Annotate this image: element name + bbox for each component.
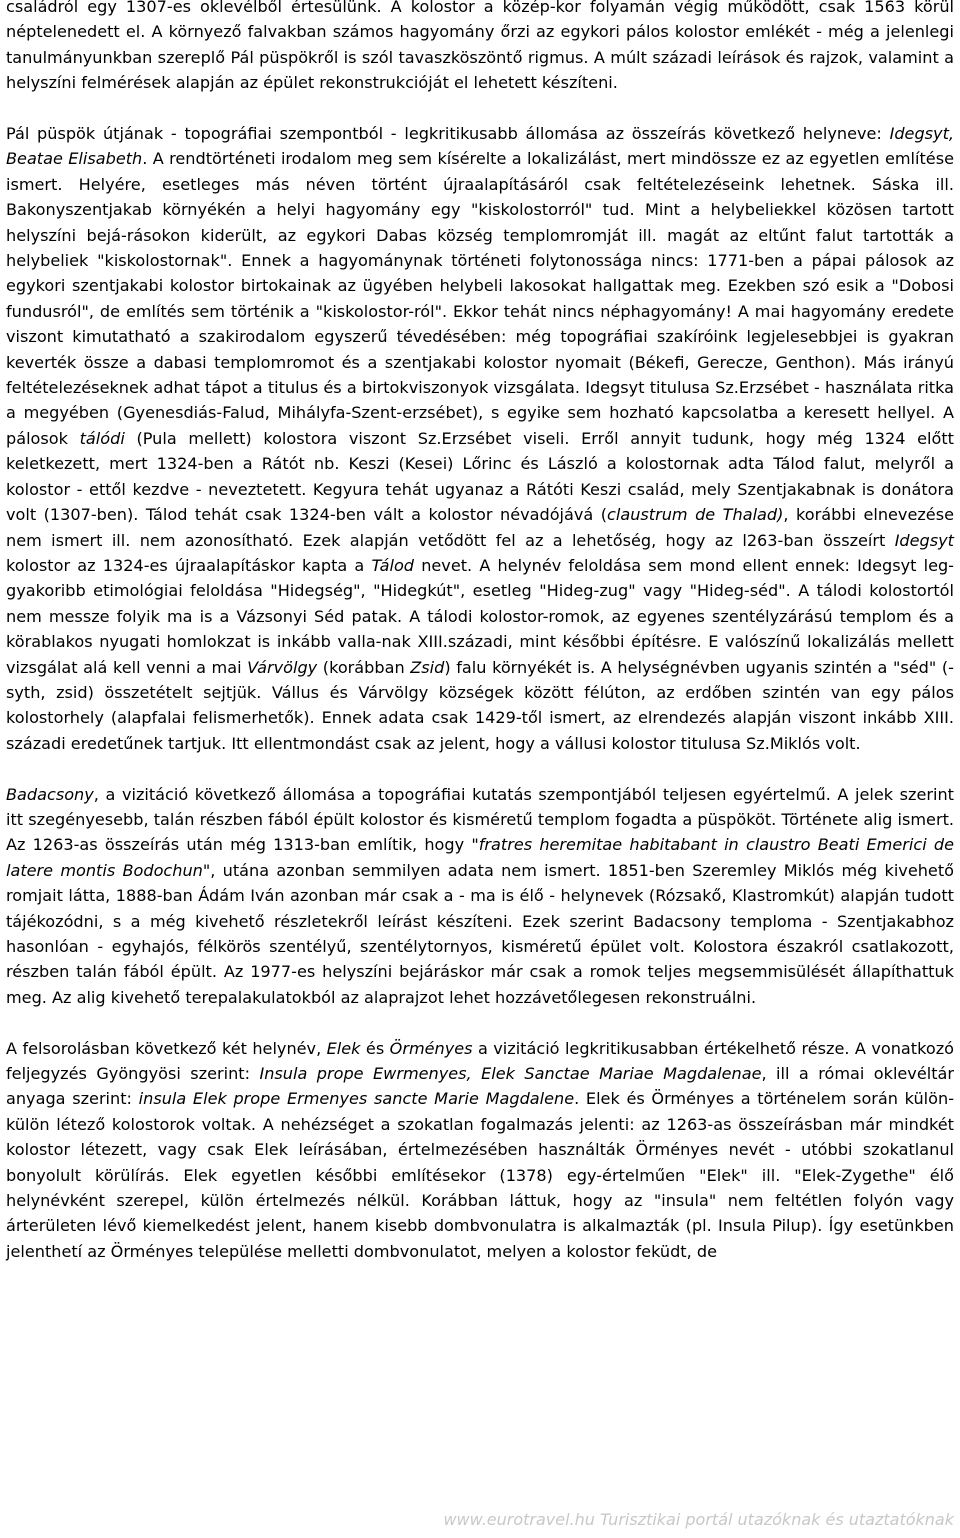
text-run: , ill a római oklevéltár anyaga szerint: <box>6 1064 954 1109</box>
text-run: és <box>360 1038 390 1058</box>
italic-text-run: Tálod <box>371 555 415 575</box>
text-run: . Elek és Örményes a történelem során külön-külön létező kolostorok voltak. A nehézséget a szokatlan fogalmazás jelenti: az 1263-as összeírásban már mindkét kolostor létezett, vagy csak Elek leírásában, értelmezésében használták Örményes nevét - utóbbi szokatlanul bonyolult körülírás. Elek egyetlen későbbi említésekor (1378) egy-értelműen "Elek" ill. "Elek-Zygethe" élő helynévként szerepel, külön értelmezés nélkül. Korábban láttuk, hogy az "insula" nem feltétlen folyón vagy árterületen lévő kiemelkedést jelent, hanem kisebb dombvonulatra is alkalmazták (pl. Insula Pilup). Így esetünkben jelenthetí az Örményes települése melletti dombvonulatot, melyen a kolostor feküdt, de <box>6 1089 954 1261</box>
text-run: (Pula mellett) kolostora viszont Sz.Erzsébet viseli. Erről annyit tudunk, hogy még 1324 előtt keletkezett, mert 1324-ben a Rátót nb. Keszi (Kesei) Lőrinc és László a kolostornak adta Tálod falut, melyről a kolostor - ettől kezdve - neveztetett. Kegyura tehát ugyanaz a Rátóti Keszi család, mely Szentjakabnak is donátora volt (1307-ben). Tálod tehát csak 1324-ben vált a kolostor névadójává ( <box>6 428 954 525</box>
italic-text-run: Idegsyt, Beatae Elisabeth <box>6 124 954 169</box>
italic-text-run: "fratres heremitae habitabant in claustro Beati Emerici de latere montis Bodochun" <box>6 835 954 880</box>
text-run: , a vizitáció következő állomása a topográfiai kutatás szempontjából teljesen egyértelmű. A jelek szerint itt szegényesebb, talán részben fából épült kolostor és kisméretű templom fogadta a püspököt. Története alig ismert. Az 1263-as összeírás után még 1313-ban említik, hogy <box>6 784 954 855</box>
italic-text-run: Insula prope Ewrmenyes, Elek Sanctae Mariae Magdalenae <box>259 1064 762 1084</box>
italic-text-run: Elek <box>326 1038 361 1058</box>
text-run: Pál püspök útjának - topográfiai szempontból - legkritikusabb állomása az összeírás következő helyneve: <box>6 124 890 144</box>
text-run: , korábbi elnevezése nem ismert ill. nem azonosítható. Ezek alapján vetődött fel az a lehetőség, hogy az l263-ban összeírt <box>6 505 954 550</box>
italic-text-run: Badacsony <box>6 784 94 804</box>
paragraph-4 <box>6 1036 954 1265</box>
text-run: , utána azonban semmilyen adata nem ismert. 1851-ben Szeremley Miklós még kivehető romjait látta, 1888-ban Ádám Iván azonban már csak a - ma is élő - helynevek (Rózsakő, Klastromkút) alapján tudott tájékozódni, s a még kivehető részletekről leírást készíteni. Ezek szerint Badacsony temploma - Szentjakabhoz hasonlóan - egyhajós, félkörös szentélyű, szentélytornyos, kisméretű épület volt. Kolostora északról csatlakozott, részben talán fából épült. Az 1977-es helyszíni bejáráskor már csak a romok teljes megsemmisülését állapíthattuk meg. Az alig kivehető terepalakulatokból az alaprajzot lehet hozzávetőlegesen rekonstruálni. <box>6 860 954 1007</box>
text-run: ) falu környékét is. A helységnévben ugyanis szintén a "séd" (-syth, zsid) összetételt sejtjük. Vállus és Várvölgy községek között félúton, az erdőben szintén van egy pálos kolostorhely (alapfalai felismerhetők). Ennek adata csak 1429-től ismert, az elrendezés alapján viszont inkább XIII. századi eredetűnek tartjuk. Itt ellentmondást csak az jelent, hogy a vállusi kolostor titulusa Sz.Miklós volt. <box>6 657 954 753</box>
footer-watermark[interactable]: www.eurotravel.hu Turisztikai portál utazóknak és utaztatóknak <box>443 1510 954 1529</box>
text-run: A felsorolásban következő két helynév, <box>6 1038 327 1058</box>
text-run: (korábban <box>317 657 411 677</box>
paragraph-3 <box>6 782 954 1011</box>
paragraph-2 <box>6 121 954 756</box>
italic-text-run: Idegsyt <box>894 530 954 550</box>
document-body <box>6 0 954 1264</box>
text-run: a vizitáció legkritikusabban értékelhető része. A vonatkozó feljegyzés Gyöngyösi szerint: <box>6 1038 954 1084</box>
text-run: . A rendtörténeti irodalom meg sem kísérelte a lokalizálást, mert mindössze ez az egyetlen említése ismert. Helyére, esetleges más néven történt újraalapításáról csak feltételezéseink lehetnek. Sáska ill. Bakonyszentjakab környékén a helyi hagyomány egy "kiskolostorról" tud. Mint a helybeliekkel közösen tartott helyszíni bejá-rásokon kiderült, az egykori Dabas község templomromját ill. magát az eltűnt falut tartották a helybeliek "kiskolostornak". Ennek a hagyománynak történeti folytonossága nincs: 1771-ben a pápai pálosok az egykori szentjakabi kolostor birtokainak az ügyében helybeli lakosokat hallgattak meg. Ezekben szó esik a "Dobosi fundusról", de említés sem történik a "kiskolostor-ról". Ekkor tehát nincs néphagyomány! A mai hagyomány eredete viszont kimutatható a szakirodalom egyszerű tévedésében: még topográfiai szakíróink legjelesebbjei is gyakran keverték össze a dabasi templomromot és a szentjakabi kolostor nyomait (Békefi, Gerecze, Genthon). Más irányú feltételezéseknek adhat tápot a titulus és a birtokviszonyok vizsgálata. Idegsyt titulusa Sz.Erzsébet - használata ritka a megyében (Gyenesdiás-Falud, Mihályfa-Szent-erzsébet), s egyike sem hozható kapcsolatba a keresett hellyel. A pálosok <box>6 149 954 448</box>
paragraph-1 <box>6 0 954 96</box>
text-run: családról egy 1307-es oklevélből értesülünk. A kolostor a közép-kor folyamán végig működött, csak 1563 körül néptelenedett el. A környező falvakban számos hagyomány őrzi az egykori pálos kolostor emlékét - még a jelenlegi tanulmányunkban szereplő Pál püspökről is szól tavaszköszöntő rigmus. A múlt századi leírások és rajzok, valamint a helyszíni felmérések alapján az épület rekonstrukcióját el lehetett készíteni. <box>6 0 954 93</box>
italic-text-run: insula Elek prope Ermenyes sancte Marie Magdalene <box>138 1089 575 1109</box>
italic-text-run: Zsid <box>410 657 445 677</box>
italic-text-run: Várvölgy <box>247 657 318 677</box>
italic-text-run: Örményes <box>389 1038 473 1058</box>
text-run: nevet. A helynév feloldása sem mond ellent ennek: Idegsyt leg-gyakoribb etimológiai feloldása "Hidegség", "Hidegkút", esetleg "Hideg-zug" vagy "Hideg-séd". A tálodi kolostortól nem messze folyik ma is a Vázsonyi Séd patak. A tálodi kolostor-romok, az egyenes szentélyzárású templom és a körablakos nyugati homlokzat is inkább valla-nak XIII.századi, mint későbbi építésre. E valószínű lokalizálás mellett vizsgálat alá kell venni a mai <box>6 555 954 677</box>
italic-text-run: tálódi <box>79 428 125 448</box>
italic-text-run: claustrum de Thalad) <box>607 505 784 525</box>
text-run: kolostor az 1324-es újraalapításkor kapta a <box>6 555 372 575</box>
